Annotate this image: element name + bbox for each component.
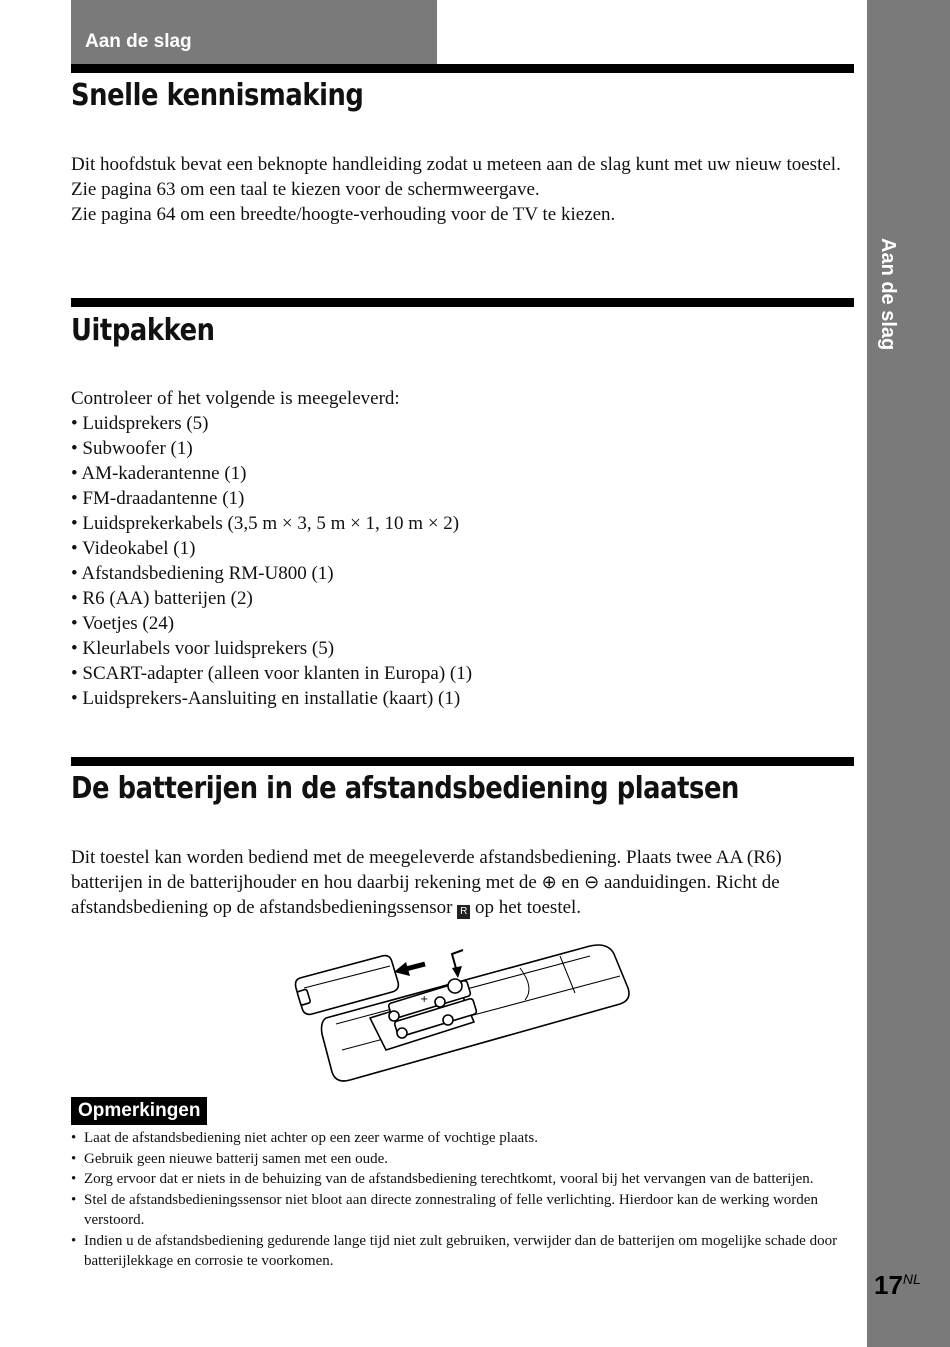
intro-paragraph: Zie pagina 64 om een breedte/hoogte-verhouding voor de TV te kiezen. (71, 204, 616, 225)
list-item: • FM-draadantenne (1) (71, 486, 472, 511)
list-item: • Videokabel (1) (71, 536, 472, 561)
note-item: • Zorg ervoor dat er niets in de behuizing van de afstandsbediening terechtkomt, vooral bij het vervangen van de batterijen. (71, 1169, 856, 1190)
note-item: • Indien u de afstandsbediening gedurende lange tijd niet zult gebruiken, verwijder dan de batterijen om mogelijke schade door batterijlekkage en corrosie te voorkomen. (71, 1231, 856, 1272)
side-tab-label: Aan de slag (877, 238, 899, 351)
section-rule (71, 298, 854, 307)
note-item: • Stel de afstandsbedieningssensor niet bloot aan directe zonnestraling of felle verlichting. Hierdoor kan de werking worden verstoord. (71, 1190, 856, 1231)
list-item: • Luidsprekers (5) (71, 411, 472, 436)
list-item: • AM-kaderantenne (1) (71, 461, 472, 486)
list-item: • Afstandsbediening RM-U800 (1) (71, 561, 472, 586)
batteries-text-part: aanduidingen. Richt de afstandsbediening op de afstandsbedieningssensor (71, 872, 780, 918)
list-item: • Luidsprekers-Aansluiting en installatie (kaart) (1) (71, 686, 472, 711)
batteries-text-part: op het toestel. (475, 897, 582, 918)
note-item: • Gebruik geen nieuwe batterij samen met een oude. (71, 1149, 856, 1170)
batteries-text-part: Dit toestel kan worden bediend met de meegeleverde afstandsbediening. Plaats twee AA (R6) batterijen in de batterijhouder en hou daarbij rekening met de (71, 847, 782, 893)
unpack-list (71, 411, 472, 711)
intro-paragraph: Zie pagina 63 om een taal te kiezen voor de schermweergave. (71, 179, 540, 200)
list-item: • Subwoofer (1) (71, 436, 472, 461)
list-item: • SCART-adapter (alleen voor klanten in Europa) (1) (71, 661, 472, 686)
batteries-text (71, 845, 851, 920)
list-item: • R6 (AA) batterijen (2) (71, 586, 472, 611)
section-rule (71, 757, 854, 766)
intro-text (71, 152, 851, 227)
batteries-text-part: en (561, 872, 580, 893)
section-title-batteries: De batterijen in de afstandsbediening plaatsen (71, 771, 739, 806)
plus-symbol-icon: ⊕ (541, 872, 557, 893)
section-rule (71, 64, 854, 73)
remote-battery-illustration (290, 938, 635, 1088)
note-item: • Laat de afstandsbediening niet achter op een zeer warme of vochtige plaats. (71, 1128, 856, 1149)
page-number (874, 1270, 921, 1301)
section-title-unpack: Uitpakken (71, 313, 215, 348)
list-item: • Voetjes (24) (71, 611, 472, 636)
intro-paragraph: Dit hoofdstuk bevat een beknopte handleiding zodat u meteen aan de slag kunt met uw nieuw toestel. (71, 154, 841, 175)
unpack-lead: Controleer of het volgende is meegeleverd: (71, 388, 400, 409)
plus-mark-icon: + (420, 994, 429, 1005)
page-number-value: 17 (874, 1270, 903, 1300)
notes-heading: Opmerkingen (71, 1097, 207, 1125)
list-item: • Luidsprekerkabels (3,5 m × 3, 5 m × 1, 10 m × 2) (71, 511, 472, 536)
list-item: • Kleurlabels voor luidsprekers (5) (71, 636, 472, 661)
section-header-tab (71, 0, 437, 64)
remote-sensor-icon: R (457, 905, 470, 919)
notes-list (71, 1128, 856, 1272)
section-header-label: Aan de slag (85, 31, 192, 52)
section-title-intro: Snelle kennismaking (71, 78, 364, 113)
page-number-suffix: NL (902, 1271, 921, 1287)
side-bar (867, 0, 950, 1347)
minus-symbol-icon: ⊖ (584, 872, 600, 893)
